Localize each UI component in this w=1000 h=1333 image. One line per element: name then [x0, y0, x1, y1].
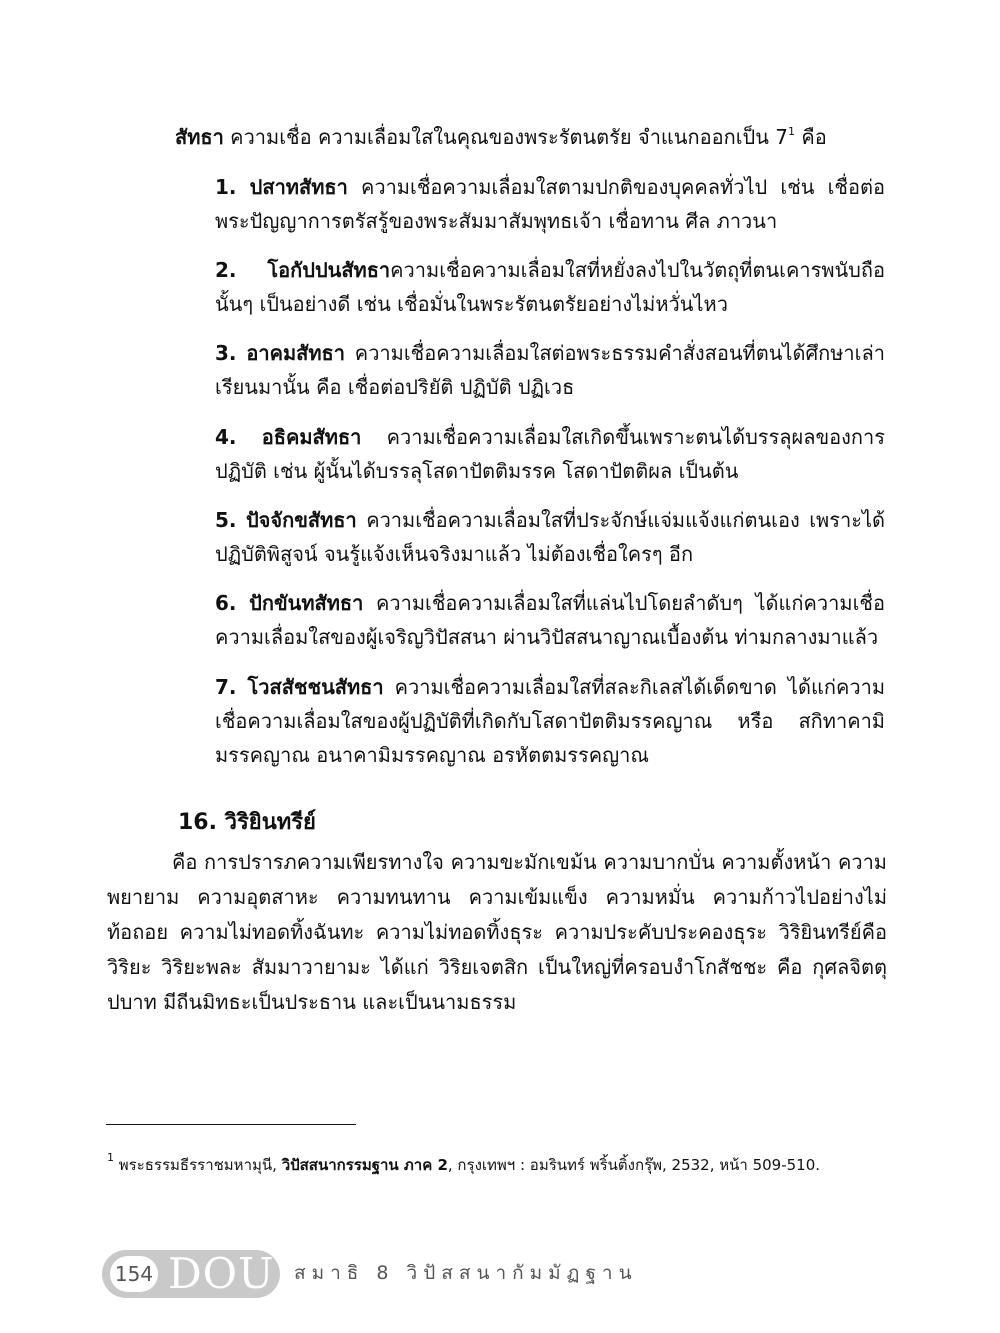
footnote-title: วิปัสสนากรรมฐาน ภาค 2	[281, 1156, 448, 1174]
item-term: ปักขันทสัทธา	[249, 591, 364, 615]
list-item	[215, 170, 885, 238]
list-item	[215, 420, 885, 488]
item-text: ความเชื่อความเลื่อมใสที่ประจักษ์แจ่มแจ้งแก่ตนเอง เพราะได้ปฏิบัติพิสูจน์ จนรู้แจ้งเห็นจริงมาแล้ว ไม่ต้องเชื่อใครๆ อีก	[215, 508, 885, 566]
intro-term: สัทธา	[175, 125, 224, 149]
list-item	[215, 670, 885, 772]
intro-text: ความเชื่อ ความเลื่อมใสในคุณของพระรัตนตรัย จำแนกออกเป็น 7	[223, 125, 789, 149]
page-number: 154	[110, 1256, 158, 1292]
item-text: ความเชื่อความเลื่อมใสที่แล่นไปโดยลำดับๆ ได้แก่ความเชื่อความเลื่อมใสของผู้เจริญวิปัสสนา ผ่านวิปัสสนาญาณเบื้องต้น ท่ามกลางมาแล้ว	[215, 591, 885, 649]
item-text: ความเชื่อความเลื่อมใสเกิดขึ้นเพราะตนได้บรรลุผลของการปฏิบัติ เช่น ผู้นั้นได้บรรลุโสดาปัตติมรรค โสดาปัตติผล เป็นต้น	[215, 425, 886, 483]
brand-logo: DOU	[168, 1249, 275, 1298]
item-text: ความเชื่อความเลื่อมใสตามปกติของบุคคลทั่วไป เช่น เชื่อต่อพระปัญญาการตรัสรู้ของพระสัมมาสัมพุทธเจ้า เชื่อทาน ศีล ภาวนา	[215, 175, 886, 233]
list-item	[215, 586, 885, 654]
list-item	[215, 503, 885, 571]
list-item	[215, 253, 885, 321]
course-title: สมาธิ 8 วิปัสสนากัมมัฏฐาน	[294, 1262, 638, 1284]
item-text: ความเชื่อความเลื่อมใสที่สละกิเลสได้เด็ดขาด ได้แก่ความเชื่อความเลื่อมใสของผู้ปฏิบัติที่เกิดกับโสดาปัตติมรรคญาณ หรือ สกิทาคามิมรรคญาณ อนาคามิมรรคญาณ อรหัตตมรรคญาณ	[215, 675, 885, 767]
item-term: อธิคมสัทธา	[261, 425, 362, 449]
section-paragraph: คือ การปรารภความเพียรทางใจ ความขะมักเขม้น ความบากบั่น ความตั้งหน้า ความพยายาม ความอุตสาหะ ความทนทาน ความเข้มแข็ง ความหมั่น ความก้าวไปอย่างไม่ท้อถอย ความไม่ทอดทิ้งฉันทะ ความไม่ทอดทิ้งธุระ ความประคับประคองธุระ วิริยินทรีย์คือ วิริยะ วิริยะพละ สัมมาวายามะ ได้แก่ วิริยเจตสิก เป็นใหญ่ที่ครอบงำโกสัชชะ คือ กุศลจิตตุปบาท มีถีนมิทธะเป็นประธาน และเป็นนามธรรม	[107, 850, 887, 1014]
footnote-author: พระธรรมธีรราชมหามุนี,	[114, 1156, 282, 1174]
item-number: 5.	[215, 508, 237, 532]
item-text: ความเชื่อความเลื่อมใสที่หยั่งลงไปในวัตถุที่ตนเคารพนับถือนั้นๆ เป็นอย่างดี เช่น เชื่อมั่นในพระรัตนตรัยอย่างไม่หวั่นไหว	[215, 258, 885, 316]
item-number: 2.	[215, 258, 237, 282]
footnote-rest: , กรุงเทพฯ : อมรินทร์ พริ้นติ้งกรุ๊พ, 2532, หน้า 509-510.	[447, 1156, 821, 1174]
item-term: โวสสัชชนสัทธา	[247, 675, 384, 699]
footnote-reference[interactable]: 1	[788, 125, 796, 138]
section-heading: 16. วิริยินทรีย์	[178, 810, 316, 835]
item-term: โอกัปปนสัทธา	[267, 258, 391, 282]
item-number: 1.	[215, 175, 237, 199]
item-term: ปัจจักขสัทธา	[245, 508, 357, 532]
item-term: อาคมสัทธา	[246, 341, 345, 365]
intro-tail: คือ	[795, 125, 827, 149]
footnote	[107, 1152, 885, 1179]
item-number: 7.	[215, 675, 237, 699]
list-item	[215, 336, 885, 404]
item-number: 4.	[215, 425, 237, 449]
item-term: ปสาทสัทธา	[249, 175, 348, 199]
item-number: 6.	[215, 591, 237, 615]
item-text: ความเชื่อความเลื่อมใสต่อพระธรรมคำสั่งสอนที่ตนได้ศึกษาเล่าเรียนมานั้น คือ เชื่อต่อปริยัติ ปฏิบัติ ปฏิเวธ	[215, 341, 885, 399]
intro-line	[175, 122, 827, 152]
footnote-divider	[106, 1124, 356, 1125]
item-number: 3.	[215, 341, 237, 365]
footnote-mark: 1	[107, 1151, 114, 1164]
